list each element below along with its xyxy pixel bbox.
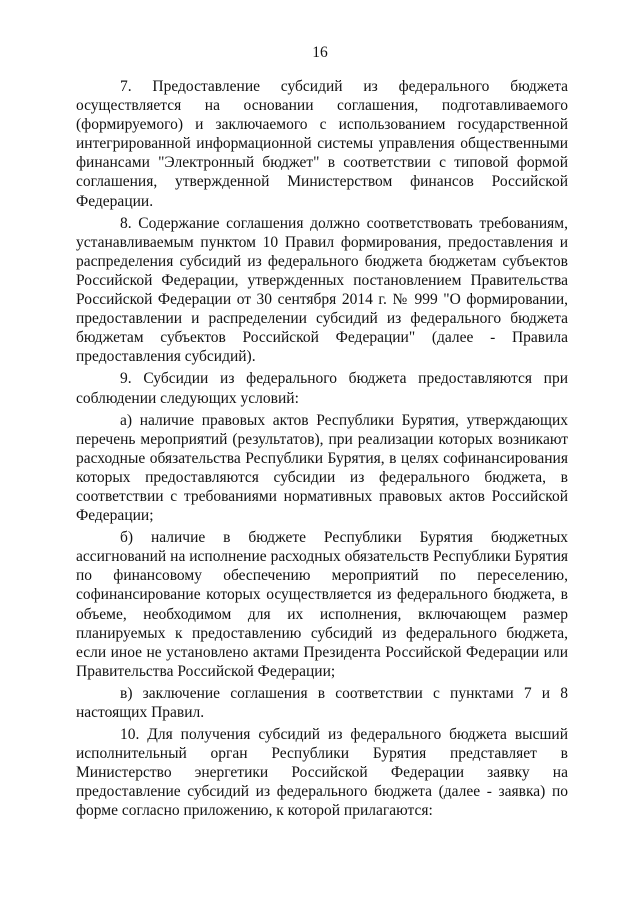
paragraph-7: 7. Предоставление субсидий из федерального бюджета осуществляется на основании соглашения, подготавливаемого (формируемого) и заключаемого с использованием государственной интегрированной информационной системы управления общественными финансами "Электронный бюджет" в соответствии с типовой формой соглашения, утвержденной Министерством финансов Российской Федерации. bbox=[76, 78, 568, 210]
page-number: 16 bbox=[312, 44, 328, 61]
paragraph-10: 10. Для получения субсидий из федерального бюджета высший исполнительный орган Республики Бурятия представляет в Министерство энергетики Российской Федерации заявку на предоставление субсидий из федерального бюджета (далее - заявка) по форме согласно приложению, к которой прилагаются: bbox=[76, 726, 568, 820]
paragraph-8: 8. Содержание соглашения должно соответствовать требованиям, устанавливаемым пунктом 10 Правил формирования, предоставления и распределения субсидий из федерального бюджета бюджетам субъектов Российской Федерации, утвержденных постановлением Правительства Российской Федерации от 30 сентября 2014 г. № 999 "О формировании, предоставлении и распределении субсидий из федерального бюджета бюджетам субъектов Российской Федерации" (далее - Правила предоставления субсидий). bbox=[76, 214, 568, 366]
paragraph-9b: б) наличие в бюджете Республики Бурятия бюджетных ассигнований на исполнение расходных обязательств Республики Бурятия по финансовому обеспечению мероприятий по переселению, софинансирование которых осуществляется из федерального бюджета, в объеме, необходимом для их исполнения, включающем размер планируемых к предоставлению субсидий из федерального бюджета, если иное не установлено актами Президента Российской Федерации или Правительства Российской Федерации; bbox=[76, 529, 568, 680]
paragraph-9: 9. Субсидии из федерального бюджета предоставляются при соблюдении следующих условий: bbox=[76, 370, 568, 407]
paragraph-9a: а) наличие правовых актов Республики Бурятия, утверждающих перечень мероприятий (результатов), при реализации которых возникают расходные обязательства Республики Бурятия, в целях софинансирования которых предоставляются субсидии из федерального бюджета, в соответствии с требованиями нормативных правовых актов Российской Федерации; bbox=[76, 411, 568, 525]
document-body bbox=[76, 77, 568, 824]
paragraph-9v: в) заключение соглашения в соответствии с пунктами 7 и 8 настоящих Правил. bbox=[76, 684, 568, 721]
